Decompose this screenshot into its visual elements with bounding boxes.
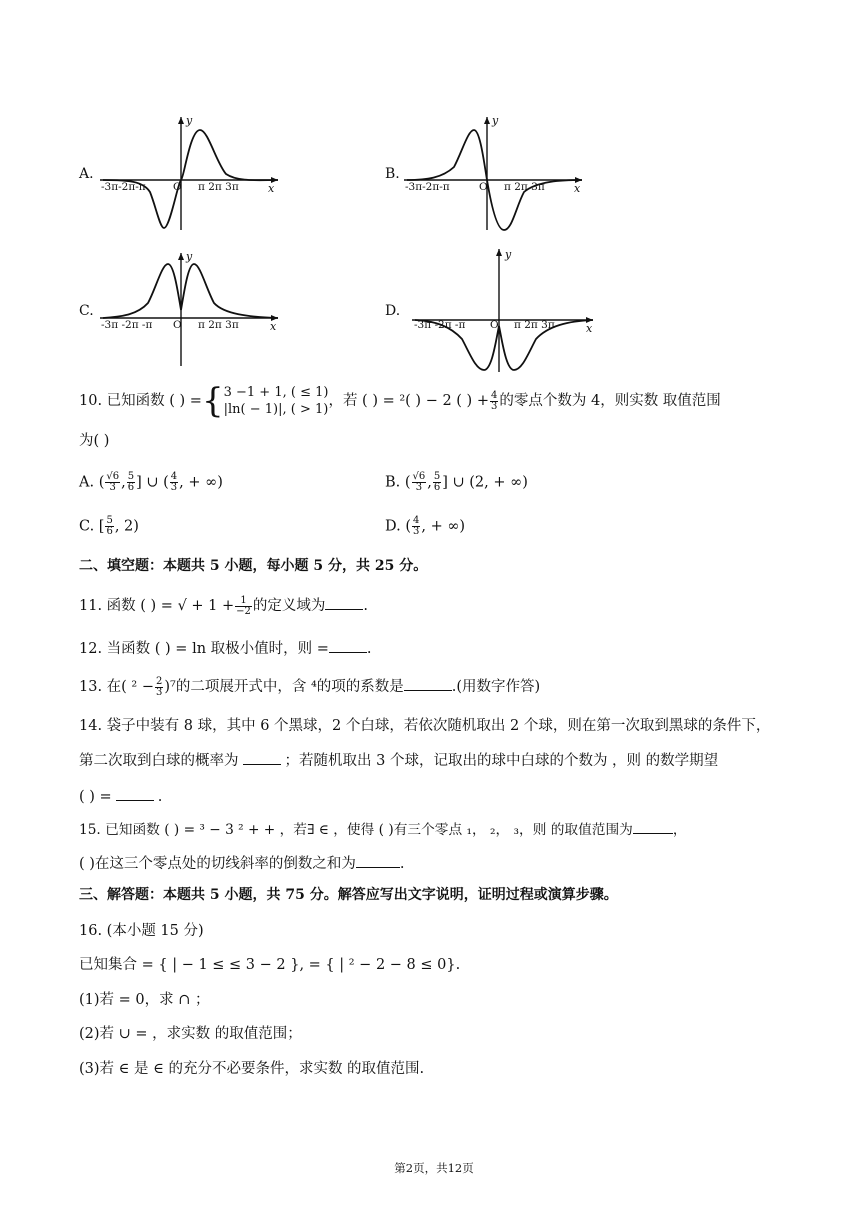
- q11: 11. 函数 ( ) = √ + 1 + $\frac{1}{-2}$ 的定义域为 .: [79, 594, 369, 617]
- option-d-graph: [410, 244, 600, 374]
- option-a-graph: [98, 112, 288, 232]
- pos-tick-labels: π 2π 3π: [198, 181, 239, 193]
- q10-pieces: [224, 384, 329, 418]
- q15-line1: 15. 已知函数 ( ) = ³ − 3 ² + + ，若∃ ∈ ，使得 ( )有三个零点 ₁， ₂， ₃，则 的取值范围为 ，: [79, 819, 687, 840]
- x-label: x: [270, 320, 277, 333]
- brace-icon: {: [201, 381, 224, 421]
- q10-option-b: B. ( $\frac{√6}{3}$ , $\frac{5}{6}$ ] ∪ (2, + ∞): [385, 471, 528, 493]
- q10-prefix: 10. 已知函数 ( ) =: [79, 393, 202, 409]
- y-label: y: [505, 248, 512, 261]
- neg-tick-labels: -3π-2π-π: [405, 181, 450, 193]
- origin-label: O: [173, 181, 182, 193]
- pos-tick-labels: π 2π 3π: [198, 319, 239, 331]
- y-arrow-icon: [484, 117, 490, 124]
- q16-line1: 已知集合 = { | − 1 ≤ ≤ 3 − 2 }, = { | ² − 2 − 8 ≤ 0}.: [79, 957, 461, 973]
- option-c-graph: [98, 248, 288, 368]
- page-footer: 第2页，共12页: [394, 1161, 474, 1175]
- neg-tick-labels: -3π -2π -π: [101, 319, 153, 331]
- q14-line3: ( ) = .: [79, 786, 162, 807]
- q10-line1: [79, 381, 721, 421]
- y-arrow-icon: [496, 249, 502, 256]
- option-b-graph: [402, 112, 592, 232]
- option-c-label: C.: [79, 303, 94, 319]
- x-label: x: [268, 182, 275, 195]
- q10-piece1: 3 −1 + 1, ( ≤ 1): [223, 385, 329, 400]
- q10-option-d: D. ( $\frac{4}{3}$ , + ∞): [385, 515, 466, 537]
- y-arrow-icon: [178, 117, 184, 124]
- q14-line1: 14. 袋子中装有 8 球，其中 6 个黑球，2 个白球，若依次随机取出 2 个球，则在第一次取到黑球的条件下，: [79, 718, 771, 734]
- neg-tick-labels: -3π -2π -π: [414, 319, 466, 331]
- y-arrow-icon: [178, 253, 184, 260]
- q10-line2: 为( ): [79, 433, 110, 449]
- q10-suffix: 的零点个数为 4，则实数 取值范围: [499, 393, 721, 409]
- q16-part1: (1)若 = 0，求 ∩ ；: [79, 992, 210, 1008]
- q16-part3: (3)若 ∈ 是 ∈ 的充分不必要条件，求实数 的取值范围.: [79, 1061, 425, 1077]
- x-label: x: [574, 182, 581, 195]
- q16-title: 16. (本小题 15 分): [79, 923, 204, 939]
- y-label: y: [186, 114, 193, 127]
- pos-tick-labels: π 2π 3π: [514, 319, 555, 331]
- q10-frac: $\frac{4}{3}$: [490, 389, 498, 412]
- q10-option-a: A. ( $\frac{√6}{3}$ , $\frac{5}{6}$ ] ∪ ( $\frac{4}{3}$ , + ∞): [79, 471, 223, 493]
- curve: [103, 264, 278, 318]
- option-a-label: A.: [79, 166, 94, 182]
- answer-blank: [633, 819, 673, 834]
- pos-tick-labels: π 2π 3π: [504, 181, 545, 193]
- q10-mid: ，若 ( ) = ²( ) − 2 ( ) +: [328, 393, 489, 409]
- origin-label: O: [173, 319, 182, 331]
- q14-line2: 第二次取到白球的概率为 ；若随机取出 3 个球，记取出的球中白球的个数为 ，则 的数学期望: [79, 750, 718, 771]
- answer-blank: [325, 595, 363, 610]
- q12: 12. 当函数 ( ) = ln 取极小值时，则 = .: [79, 638, 372, 659]
- q15-line2: ( )在这三个零点处的切线斜率的倒数之和为 .: [79, 853, 405, 874]
- y-label: y: [492, 114, 499, 127]
- origin-label: O: [490, 319, 499, 331]
- curve: [103, 130, 278, 228]
- answer-blank: [116, 786, 154, 801]
- q16-part2: (2)若 ∪ = ，求实数 的取值范围；: [79, 1026, 302, 1042]
- neg-tick-labels: -3π-2π-π: [101, 181, 146, 193]
- y-label: y: [186, 250, 193, 263]
- answer-blank: [329, 638, 367, 653]
- answer-blank: [243, 750, 281, 765]
- q10-option-c: C. [ $\frac{5}{6}$ , 2): [79, 515, 139, 537]
- section-3-heading: 三、解答题：本题共 5 小题，共 75 分。解答应写出文字说明，证明过程或演算步骤。: [79, 887, 618, 903]
- answer-blank: [404, 676, 452, 691]
- x-label: x: [586, 322, 593, 335]
- q10-piece2: |ln( − 1)|, ( > 1): [223, 402, 329, 417]
- section-2-heading: 二、填空题：本题共 5 小题，每小题 5 分，共 25 分。: [79, 558, 428, 574]
- answer-blank: [356, 853, 400, 868]
- q13: 13. 在( ² − $\frac{2}{3}$ )⁷的二项展开式中，含 ⁴的项的系数是 .(用数字作答): [79, 675, 541, 698]
- option-b-label: B.: [385, 166, 400, 182]
- origin-label: O: [479, 181, 488, 193]
- option-d-label: D.: [385, 303, 401, 319]
